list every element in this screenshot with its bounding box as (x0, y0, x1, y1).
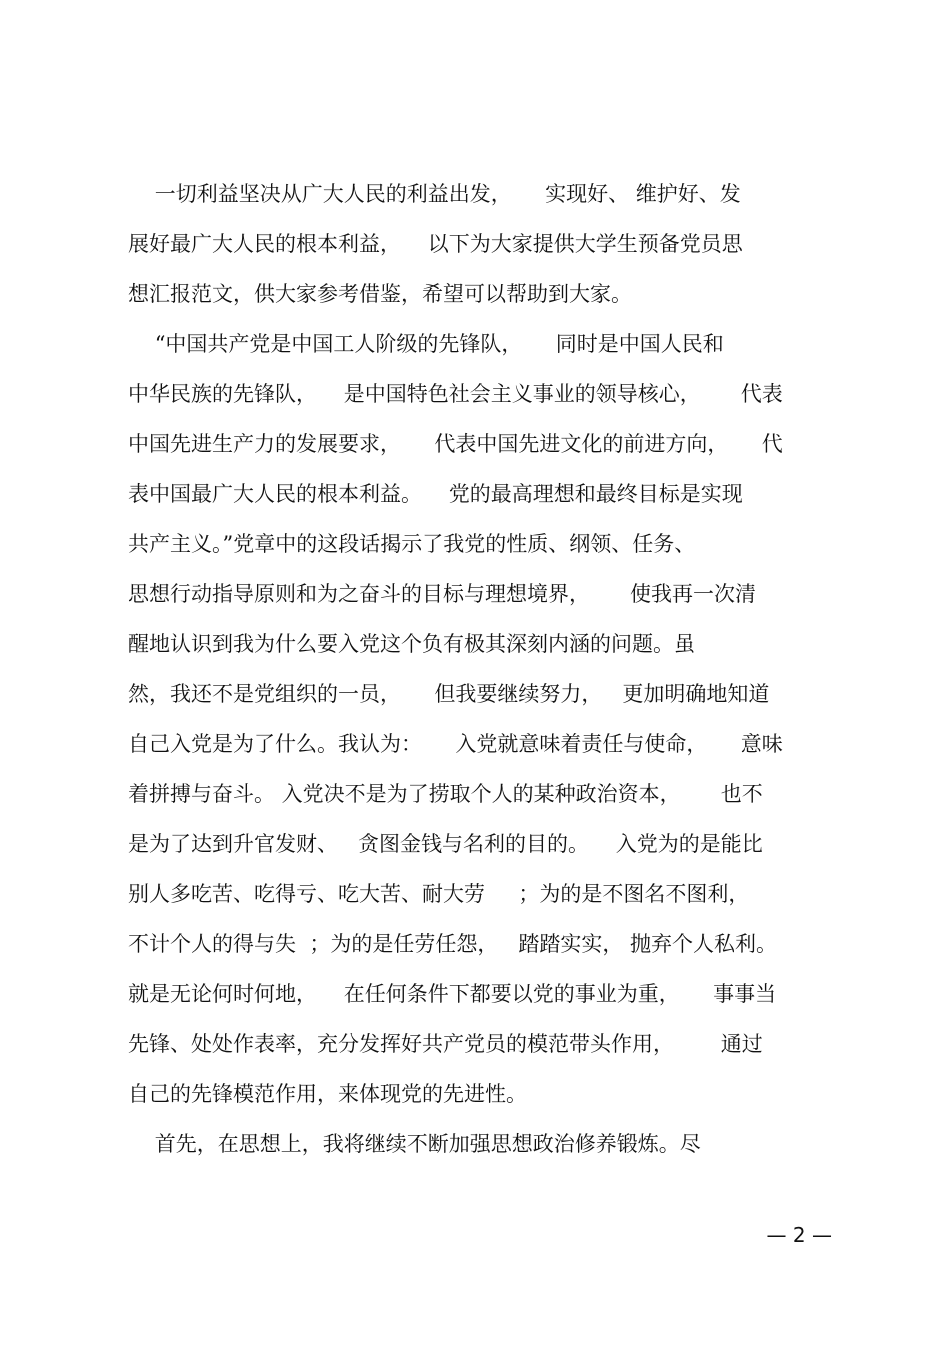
text-line: 表中国最广大人民的根本利益。 党的最高理想和最终目标是实现 (128, 482, 743, 506)
text-line: 思想行动指导原则和为之奋斗的目标与理想境界， 使我再一次清 (128, 582, 757, 606)
text-line: 自己的先锋模范作用，来体现党的先进性。 (128, 1082, 527, 1106)
text-line: 别人多吃苦、吃得亏、吃大苦、耐大劳 ；为的是不图名不图利， (128, 882, 750, 906)
text-line: 醒地认识到我为什么要入党这个负有极其深刻内涵的问题。虽 (128, 632, 695, 656)
text-line: 中国先进生产力的发展要求， 代表中国先进文化的前进方向， 代 (128, 432, 783, 456)
page-number: — 2 — (766, 1223, 832, 1247)
text-line: 先锋、处处作表率，充分发挥好共产党员的模范带头作用， 通过 (128, 1032, 763, 1056)
text-line: 着拼搏与奋斗。 入党决不是为了捞取个人的某种政治资本， 也不 (128, 782, 763, 806)
text-line: 共产主义。”党章中的这段话揭示了我党的性质、纲领、任务、 (128, 532, 696, 556)
text-line: 是为了达到升官发财、 贪图金钱与名利的目的。 入党为的是能比 (128, 832, 763, 856)
text-line: 展好最广大人民的根本利益， 以下为大家提供大学生预备党员思 (128, 232, 743, 256)
text-line: 想汇报范文，供大家参考借鉴，希望可以帮助到大家。 (128, 282, 632, 306)
text-line: “中国共产党是中国工人阶级的先锋队， 同时是中国人民和 (128, 332, 724, 356)
text-line: 中华民族的先锋队， 是中国特色社会主义事业的领导核心， 代表 (128, 382, 783, 406)
text-line: 然，我还不是党组织的一员， 但我要继续努力， 更加明确地知道 (128, 682, 770, 706)
text-line: 不计个人的得与失 ；为的是任劳任怨， 踏踏实实， 抛弃个人私利。 (128, 932, 778, 956)
text-line: 自己入党是为了什么。我认为： 入党就意味着责任与使命， 意味 (128, 732, 783, 756)
text-line: 就是无论何时何地， 在任何条件下都要以党的事业为重， 事事当 (128, 982, 777, 1006)
text-line: 一切利益坚决从广大人民的利益出发， 实现好、 维护好、发 (128, 182, 741, 206)
text-line: 首先，在思想上，我将继续不断加强思想政治修养锻炼。尽 (128, 1132, 701, 1156)
